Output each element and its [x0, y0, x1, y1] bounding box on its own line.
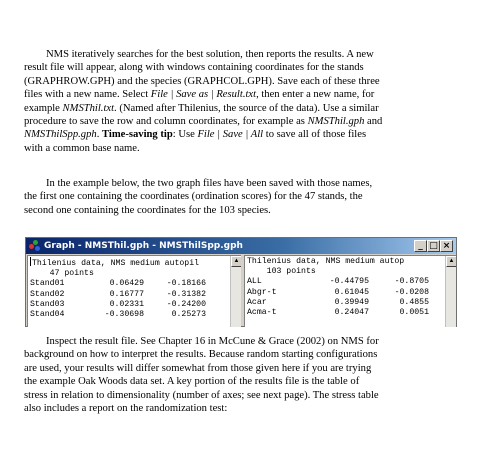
menu-path-save-as: File | Save as | Result.txt — [150, 89, 257, 101]
text-line: (GRAPHROW.GPH) and the species (GRAPHCOL.GPH). Save each of these three — [24, 75, 380, 87]
filename-result: NMSThil.txt — [62, 102, 115, 114]
paragraph-inspect-results — [24, 335, 456, 415]
graph-window — [25, 237, 457, 327]
pane-subheader: 47 points — [30, 269, 94, 279]
close-button[interactable]: × — [440, 240, 453, 252]
text-line: example NMSThil.txt. (Named after Thilenius, the source of the data). Use a similar — [24, 102, 379, 114]
text-line: with a common base name. — [24, 142, 140, 154]
table-row: Acma-t 0.24047 0.0051 — [247, 308, 429, 318]
text-line: In the example below, the two graph files have been saved with those names, — [46, 178, 373, 189]
text-line: Inspect the result file. See Chapter 16 in McCune & Grace (2002) on NMS for — [46, 336, 379, 347]
table-row: Stand02 0.16777 -0.31382 — [30, 289, 206, 299]
text-line: the first one containing the coordinates (ordination scores) for the 47 stands, the — [24, 191, 363, 203]
text-line: NMSThilSpp.gph. Time-saving tip: Use File | Save | All to save all of those files — [24, 129, 367, 141]
table-row: Stand01 0.06429 -0.18166 — [30, 279, 206, 289]
right-pane-scrollbar[interactable] — [445, 256, 456, 327]
text-line: stress in relation to dimensionality (number of axes; see next page). The stress table — [24, 389, 379, 401]
table-row: Abgr-t 0.61045 -0.0208 — [247, 287, 429, 297]
table-row: Acar 0.39949 0.4855 — [247, 297, 429, 307]
table-row: Stand03 0.02331 -0.24200 — [30, 299, 206, 309]
tip-label: Time-saving tip — [102, 129, 173, 141]
scroll-up-icon[interactable]: ▲ — [231, 256, 241, 267]
text-line: second one containing the coordinates for the 103 species. — [24, 204, 271, 216]
paragraph-example-intro — [24, 177, 456, 217]
menu-path-save-all: File | Save | All — [197, 129, 264, 141]
pane-header: Thilenius data, NMS medium autopil — [32, 259, 200, 268]
pane-header: Thilenius data, NMS medium autop — [247, 257, 405, 266]
text-cursor — [30, 257, 31, 266]
left-pane-row-coordinates[interactable] — [27, 255, 241, 327]
text-line: also includes a report on the randomization test: — [24, 403, 228, 415]
right-pane-species-coordinates[interactable] — [244, 255, 456, 327]
text-line: files with a new name. Select File | Save as | Result.txt, then enter a new name, for — [24, 89, 375, 101]
left-pane-scrollbar[interactable] — [230, 256, 241, 327]
table-row: ALL -0.44795 -0.8705 — [247, 277, 429, 287]
filename-col-coordinates: NMSThilSpp.gph — [24, 129, 97, 141]
text-line: result file will appear, along with windows containing coordinates for the stands — [24, 62, 364, 74]
filename-row-coordinates: NMSThil.gph — [307, 116, 365, 128]
text-line: NMS iteratively searches for the best solution, then reports the results. A new — [46, 49, 374, 60]
pane-subheader: 103 points — [247, 267, 316, 277]
window-title: Graph - NMSThil.gph - NMSThilSpp.gph — [44, 241, 243, 251]
text-line: procedure to save the row and column coordinates, for example as NMSThil.gph and — [24, 116, 383, 128]
scroll-up-icon[interactable]: ▲ — [446, 256, 456, 267]
window-titlebar[interactable] — [26, 238, 456, 254]
minimize-button[interactable]: _ — [414, 240, 427, 252]
text-line: the example Oak Woods data set. A key portion of the results file is the table of — [24, 376, 360, 388]
maximize-button[interactable]: □ — [427, 240, 440, 252]
app-icon — [29, 240, 41, 252]
text-line: background on how to interpret the results. Because random starting configurations — [24, 349, 378, 361]
table-row: Stand04 -0.30698 0.25273 — [30, 310, 206, 320]
paragraph-save-results — [24, 48, 456, 155]
text-line: are used, your results will differ somewhat from those given here if you are trying — [24, 362, 372, 374]
